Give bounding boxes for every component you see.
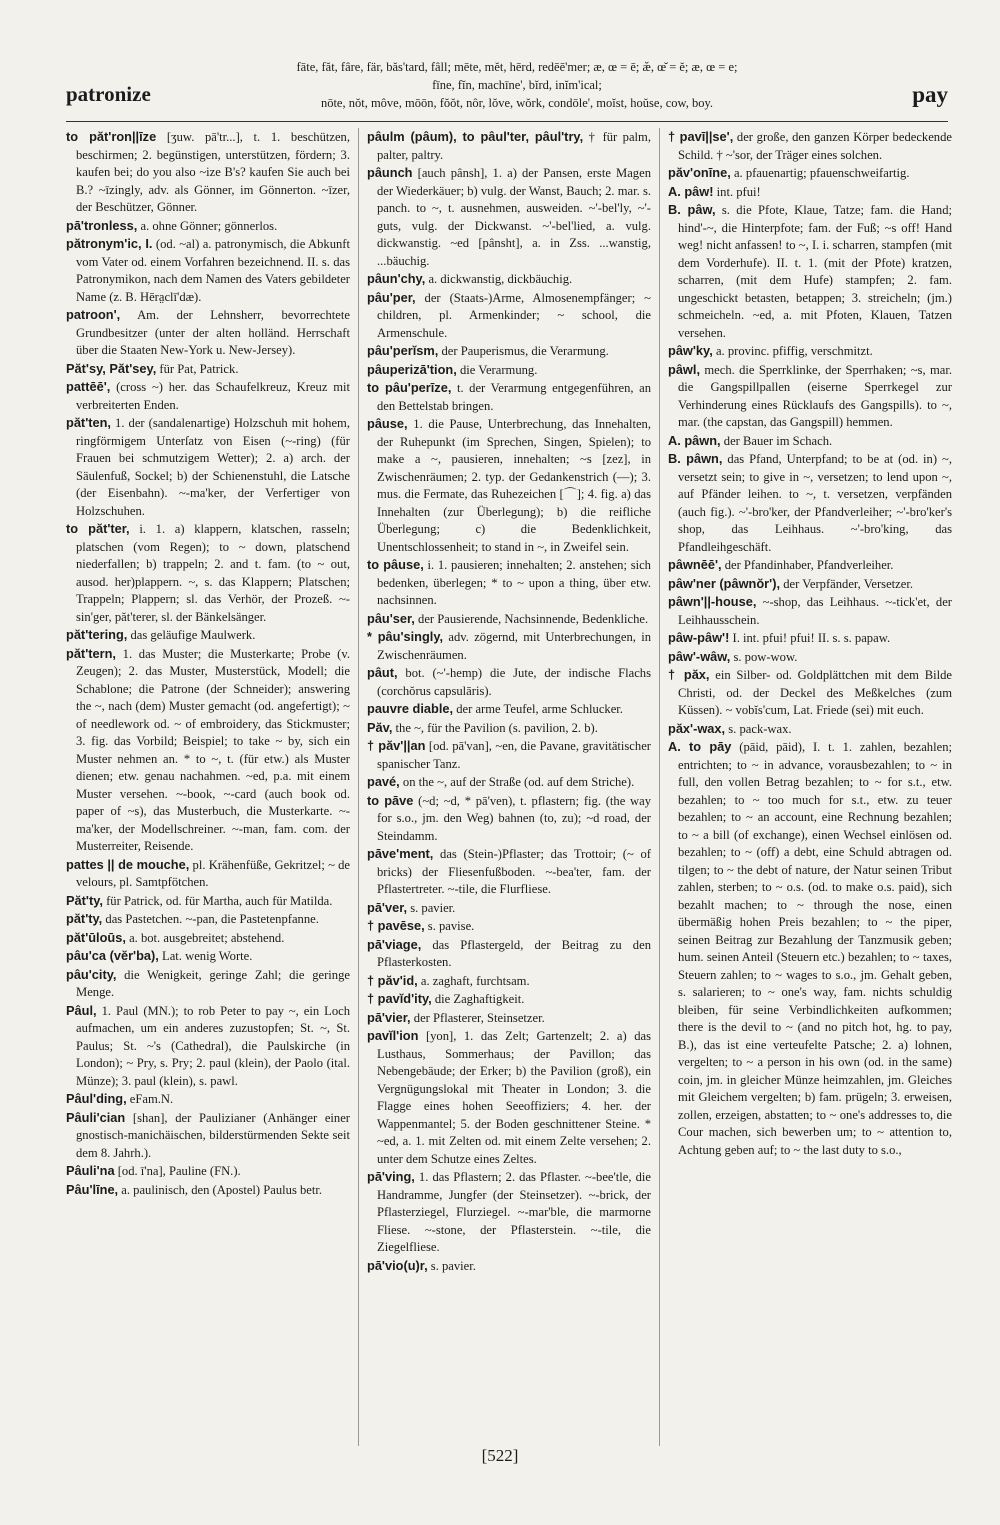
dictionary-entry	[668, 164, 952, 183]
dictionary-entry	[668, 720, 952, 739]
entry-headword: pâuse,	[367, 416, 408, 431]
left-guide-word: patronize	[66, 82, 151, 106]
entry-definition: t. der Verarmung entgegenführen, an den Bettelstab bringen.	[377, 381, 652, 413]
entry-headword: to păt'ron||īze	[66, 129, 157, 144]
entry-definition: s. die Pfote, Klaue, Tatze; fam. die Hand; hind'-~, die Hinterpfote; fam. der Fuß; ~s off! Hand weg! nicht anfassen! to ~, I. i. scharren, stampfen (mit dem Vorderhufe). II. t. 1. (mit der Pfote) kratzen, scharren, (mit dem Hufe) stampfen; 2. fam. ungeschickt betasten, betappen; 3. streicheln; (jm.) schmeicheln. ~ed, a. mit Pfoten, Klauen, Tatzen versehen.	[678, 203, 952, 340]
entry-definition: (pāid, pāid), I. t. 1. zahlen, bezahlen; entrichten; to ~ in advance, vorausbezahlen; to ~ in full, den vollen Betrag bezahlen; to ~ for s.t., etw. bezahlen; to ~ too much for s.t., etw. zu teuer bezahlen; to ~ an account, eine Rechnung bezahlen; to ~ a bill (of exchange), einen Wechsel einlösen od. bezahlen; to ~ (off) a debt, eine Schuld abtragen od. tilgen; to ~ the debt of nature, der Natur seinen Tribut zahlen, sterben; to ~ o.s. (od. to make o.s. paid), sich bezahlt machen; to ~ through the nose, einen übermäßig hohen Preis bezahlen; to ~ the piper, seinen Beitrag zur Bezahlung der Tanzmusik geben; hum. seinen Anteil (Steuern etc.) bezahlen; to ~ taxes, Steuern zahlen; to ~ wages to s.o., jm. Gehalt geben, s. salarieren; to ~ one's way, fam. nichts schuldig bleiben, für seine Verbindlichkeiten aufkommen; there is the devil to ~ (and no pitch hot, hg. to pay, B.), das ist eine verteufelte Patsche; 2. a) lohnen, vergelten; to ~ a person in his own (od. in the same) coin, jm. in gleicher Münze heimzahlen, jm. Gleiches mit Gleichem vergelten; b) fam. prügeln; 3. erweisen, zollen, erzeigen, abstatten; to ~ one's addresses to, die Cour machen, sich bewerben um; to ~ attention to, Achtung geben auf; to ~ the last duty to s.o.,	[678, 740, 952, 1157]
entry-headword: pâw-pâw'!	[668, 630, 730, 645]
dictionary-entry	[367, 737, 651, 773]
dictionary-entry	[668, 575, 952, 594]
entry-definition: s. pavise.	[427, 919, 475, 933]
dictionary-entry	[66, 645, 350, 856]
pronunciation-key-line: fīne, fĭn, machīne', bĭrd, inĭm'ical;	[432, 78, 602, 92]
column-1	[66, 128, 350, 1446]
entry-headword: pătronym'ic, I.	[66, 236, 153, 251]
dictionary-entry	[66, 360, 350, 379]
entry-definition: das geläufige Maulwerk.	[130, 628, 256, 642]
entry-headword: Pâul,	[66, 1002, 97, 1018]
entry-headword: pâwn'||-house,	[668, 594, 757, 609]
dictionary-entry	[66, 378, 350, 414]
dictionary-entry	[367, 1009, 651, 1028]
entry-definition: bot. (~'-hemp) die Jute, der indische Flachs (corchŏrus capsulāris).	[377, 666, 651, 698]
entry-definition: a. zaghaft, furchtsam.	[420, 973, 530, 988]
dictionary-entry	[66, 1162, 350, 1181]
entry-headword: Pâuli'cian	[66, 1109, 126, 1125]
entry-headword: pâut,	[367, 665, 398, 680]
dictionary-entry	[367, 899, 651, 918]
right-guide-word: pay	[912, 82, 948, 107]
page-header	[66, 52, 948, 122]
entry-headword: pauvre diable,	[367, 701, 454, 716]
dictionary-entry	[367, 342, 651, 361]
entry-headword: pâunch	[367, 165, 413, 180]
entry-definition: [od. pā'van], ~en, die Pavane, gravitätischer spanischer Tanz.	[377, 739, 651, 771]
entry-definition: on the ~, auf der Straße (od. auf dem Striche).	[402, 775, 635, 789]
dictionary-entry	[367, 270, 651, 289]
entry-headword: B. pâwn,	[668, 451, 723, 466]
dictionary-entry	[367, 1257, 651, 1276]
entry-headword: păt'ten,	[66, 415, 111, 430]
dictionary-entry	[668, 201, 952, 342]
entry-headword: pâwl,	[668, 361, 700, 377]
dictionary-entry	[66, 520, 350, 626]
dictionary-entry	[367, 700, 651, 719]
dictionary-entry	[66, 217, 350, 236]
entry-definition: der Pausierende, Nachsinnende, Bedenkliche.	[418, 611, 649, 626]
entry-definition: der große, den ganzen Körper bedeckende Schild. † ~'sor, der Träger eines solchen.	[678, 130, 952, 162]
entry-definition: mech. die Sperrklinke, der Sperrhaken; ~s, mar. die Gangspillpallen (eiserne Sperrkegel zur Verhinderung eines Rücklaufs des Gangspills). to ~, mar. (the capstan, das Gangspill) hemmen.	[678, 362, 952, 429]
entry-headword: Păv,	[367, 719, 393, 735]
entry-headword: † pavēse,	[367, 918, 425, 933]
dictionary-entry	[668, 738, 952, 1159]
entry-headword: păt'tering,	[66, 627, 128, 642]
dictionary-entry	[66, 235, 350, 306]
entry-definition: das Pastetchen. ~-pan, die Pastetenpfanne.	[105, 912, 319, 926]
dictionary-entry	[66, 1090, 350, 1109]
dictionary-entry	[668, 432, 952, 451]
dictionary-entry	[66, 414, 350, 520]
entry-definition: a. bot. ausgebreitet; abstehend.	[129, 930, 285, 945]
dictionary-entry	[66, 947, 350, 966]
entry-headword: † păv'||an	[367, 738, 426, 753]
entry-definition: für Patrick, od. für Martha, auch für Matilda.	[106, 893, 333, 908]
entry-definition: (od. ~al) a. patronymisch, die Abkunft vom Vater od. einem Vorfahren bezeichnend. II. s. das Patronymikon, nach dem Namen des Vaters gebildeter Name (z. B. Hēra̤clī'dæ).	[76, 237, 350, 304]
entry-definition: [ʒuw. pā'tr...], t. 1. beschützen, beschirmen; 2. begünstigen, unterstützen, fördern; 3. kaufen bei; do you also ~ize B's? kaufen Sie auch bei B.? ~īzingly, adv. als Gönner, im Gönnerton. ~īzer, der Beschützer, Gönner.	[76, 130, 350, 214]
dictionary-entry	[668, 342, 952, 361]
entry-headword: Păt'ty,	[66, 892, 103, 908]
entry-definition: (cross ~) her. das Schaufelkreuz, Kreuz mit verbreiterten Enden.	[76, 380, 350, 412]
entry-headword: pâu'city,	[66, 966, 117, 982]
entry-definition: a. dickwanstig, dickbäuchig.	[428, 272, 573, 286]
entry-definition: die Zaghaftigkeit.	[434, 992, 525, 1006]
dictionary-entry	[367, 1027, 651, 1168]
entry-definition: der (Staats-)Arme, Almosenempfänger; ~ children, pl. Armenkinder; ~ school, die Armenschule.	[377, 290, 651, 340]
entry-headword: Pâuli'na	[66, 1163, 115, 1178]
entry-headword: păt'tern,	[66, 645, 116, 661]
dictionary-entry	[367, 936, 651, 972]
entry-definition: [auch pânsh], 1. a) der Pansen, erste Magen der Wiederkäuer; b) vulg. der Wanst, Bauch; 2. mar. s. panch. to ~, t. ausnehmen, ausweiden. ~'-bel'ly, ~'-guts, vulg. der Dickwanst. ~'-bel'lied, a. vulg. dickwanstig. ~ed [pânsht], a. in Zss. ...wanstig, ...bäuchig.	[377, 166, 651, 268]
entry-headword: pâu'ser,	[367, 610, 415, 626]
entry-headword: pâulm (pâum), to pâul'ter, pâul'try,	[367, 129, 584, 144]
dictionary-entry	[367, 1168, 651, 1257]
entry-definition: s. pavier.	[410, 900, 456, 915]
entry-definition: (~d; ~d, * pā'ven), t. pflastern; fig. (the way for s.o., jm. den Weg) bahnen (to, zu); ~d road, der Steindamm.	[377, 793, 652, 843]
entry-definition: the ~, für the Pavilion (s. pavilion, 2. b).	[395, 720, 598, 735]
entry-headword: pattes || de mouche,	[66, 856, 190, 872]
dictionary-entry	[367, 610, 651, 629]
entry-definition: eFam.N.	[129, 1092, 174, 1106]
pronunciation-key-line: fāte, făt, fâre, fär, băs'tard, fâll; mēte, mĕt, hērd, redēē'mer; æ, œ = ē; æ̆, œ̆ = ĕ; æ, œ = e;	[296, 60, 738, 74]
dictionary-columns	[66, 128, 952, 1446]
entry-headword: † păv'id,	[367, 972, 418, 988]
entry-headword: B. pâw,	[668, 202, 716, 217]
entry-definition: der Verpfänder, Versetzer.	[783, 576, 913, 591]
dictionary-entry	[66, 1181, 350, 1200]
dictionary-entry	[367, 972, 651, 991]
entry-headword: to pâu'perīze,	[367, 380, 452, 395]
column-2	[358, 128, 660, 1446]
header-rule	[66, 121, 948, 122]
entry-definition: a. paulinisch, den (Apostel) Paulus betr.	[121, 1182, 323, 1197]
entry-headword: patroon',	[66, 307, 121, 322]
entry-headword: A. pâw!	[668, 183, 714, 199]
entry-definition: s. pack-wax.	[728, 721, 792, 736]
entry-headword: pattēē',	[66, 379, 111, 394]
dictionary-entry	[66, 892, 350, 911]
entry-definition: das Pflastergeld, der Beitrag zu den Pflasterkosten.	[377, 937, 651, 969]
entry-definition: s. pow-wow.	[733, 649, 798, 664]
entry-headword: Pâul'ding,	[66, 1091, 127, 1106]
dictionary-entry	[367, 719, 651, 738]
dictionary-entry	[66, 966, 350, 1002]
dictionary-entry	[66, 626, 350, 645]
dictionary-entry	[367, 628, 651, 664]
entry-definition: pl. Krähenfüße, Gekritzel; ~ de velours, pl. Samtpfötchen.	[76, 857, 350, 889]
dictionary-entry	[668, 629, 952, 648]
entry-definition: s. pavier.	[430, 1258, 476, 1273]
entry-headword: pā'vier,	[367, 1009, 411, 1025]
entry-headword: pâw'-wâw,	[668, 648, 731, 664]
dictionary-entry	[668, 648, 952, 667]
entry-headword: to pāve	[367, 792, 414, 808]
dictionary-entry	[367, 128, 651, 164]
entry-definition: i. 1. pausieren; innehalten; 2. anstehen; sich bedenken, überlegen; * to ~ upon a thing, über etw. nachsinnen.	[377, 558, 651, 607]
entry-definition: [od. ī'na], Pauline (FN.).	[117, 1164, 241, 1178]
entry-headword: A. to pāy	[668, 739, 732, 754]
entry-headword: păt'ūloūs,	[66, 929, 126, 945]
entry-headword: to pâuse,	[367, 557, 424, 572]
entry-definition: das (Stein-)Pflaster; das Trottoir; (~ of bricks) der Fliesenfußboden. ~-bea'ter, fam. der Pflastertreter. ~-tile, die Flurfliese.	[377, 847, 651, 896]
entry-headword: † pavĭd'ity,	[367, 991, 432, 1006]
dictionary-entry	[66, 1002, 350, 1091]
entry-headword: * pâu'singly,	[367, 629, 444, 644]
entry-headword: to păt'ter,	[66, 521, 130, 536]
entry-headword: pâun'chy,	[367, 271, 426, 286]
dictionary-entry	[668, 556, 952, 575]
dictionary-entry	[66, 128, 350, 217]
dictionary-entry	[367, 415, 651, 556]
entry-definition: a. ohne Gönner; gönnerlos.	[140, 218, 278, 233]
entry-definition: 1. der (sandalenartige) Holzschuh mit hohem, ringförmigem Unterſatz von Eisen (~-ring) (für Frauen bei schmutzigem Wetter); 2. a) arch. der Säulenfuß, Sockel; b) der Schienenstuhl, die Latsche (der Eisenbahn). ~-ma'ker, der Verfertiger von Holzschuhen.	[76, 416, 350, 518]
pronunciation-key	[226, 58, 808, 112]
dictionary-entry	[668, 450, 952, 556]
entry-headword: Păt'sy, Păt'sey,	[66, 360, 157, 376]
entry-definition: der Pflasterer, Steinsetzer.	[413, 1010, 545, 1025]
entry-definition: der Bauer im Schach.	[723, 433, 833, 448]
entry-definition: das Pfand, Unterpfand; to be at (od. in) ~, versetzt sein; to give in ~, versetzen; to lend upon ~, auf Pfänder leihen. to ~, t. versetzen, verpfänden (auch fig.). ~'-bro'ker, der Pfandverleiher; ~'-bro'ker's shop, das Leihhaus. ~'-bro'king, das Pfandleihgeschäft.	[678, 452, 952, 554]
dictionary-entry	[367, 917, 651, 936]
entry-headword: pā'viage,	[367, 936, 422, 952]
dictionary-entry	[668, 593, 952, 629]
entry-definition: [yon], 1. das Zelt; Gartenzelt; 2. a) das Lusthaus, Sommerhaus; der Pavillon; das Nebengebäude; der Erker; b) the Pavilion (groß), ein Vergnügungslokal mit Theater in London; 3. die Flagge eines hohen Seeoffiziers; 4. her. der Wappenmantel; 5. der Boden geschnittener Steine. * ~ed, a. 1. mit Zelten od. mit einem Zelte versehen; 2. unter dem Schutze eines Zeltes.	[377, 1029, 651, 1166]
column-3	[668, 128, 952, 1446]
entry-headword: pâuperizā'tion,	[367, 361, 457, 377]
dictionary-entry	[668, 128, 952, 164]
entry-headword: pāve'ment,	[367, 846, 434, 861]
dictionary-entry	[367, 792, 651, 846]
page-number: [522]	[481, 1446, 519, 1465]
entry-definition: der Pauperismus, die Verarmung.	[441, 344, 609, 358]
entry-definition: a. pfauenartig; pfauenschweifartig.	[733, 166, 910, 180]
dictionary-entry	[367, 664, 651, 700]
entry-definition: int. pfui!	[716, 184, 761, 199]
dictionary-entry	[367, 845, 651, 899]
entry-headword: A. pâwn,	[668, 432, 721, 448]
entry-headword: păx'-wax,	[668, 720, 726, 736]
dictionary-entry	[66, 1109, 350, 1163]
entry-headword: pâwnēē',	[668, 557, 722, 572]
entry-headword: Pâu'līne,	[66, 1181, 119, 1197]
dictionary-entry	[66, 306, 350, 360]
entry-headword: pavĭl'ion	[367, 1028, 419, 1043]
entry-definition: a. provinc. pfiffig, verschmitzt.	[715, 344, 873, 358]
entry-headword: pā'ver,	[367, 899, 408, 915]
entry-headword: pâu'per,	[367, 289, 416, 305]
dictionary-entry	[66, 856, 350, 892]
entry-definition: I. int. pfui! pfui! II. s. s. papaw.	[732, 631, 891, 645]
entry-headword: pā'tronless,	[66, 217, 138, 233]
entry-headword: † păx,	[668, 667, 710, 682]
dictionary-entry	[367, 361, 651, 380]
entry-definition: die Wenigkeit, geringe Zahl; die geringe Menge.	[76, 967, 350, 999]
entry-headword: pâu'perĭsm,	[367, 343, 439, 358]
dictionary-entry	[367, 379, 651, 415]
entry-headword: pā'vio(u)r,	[367, 1257, 428, 1273]
entry-headword: † pavī||se',	[668, 129, 734, 144]
entry-headword: păt'ty,	[66, 911, 103, 926]
entry-definition: für Pat, Patrick.	[159, 361, 239, 376]
dictionary-entry	[367, 289, 651, 343]
entry-headword: pavé,	[367, 774, 400, 789]
dictionary-entry	[367, 773, 651, 792]
entry-definition: 1. Paul (MN.); to rob Peter to pay ~, ein Loch aufmachen, um ein anderes zuzustopfen; St. ~, St. Paulus; St. ~'s (Cathedral), die Paulskirche (in London); ~ Pry, s. Pry; 2. paul (klein), der Paolo (ital. Münze); 3. paul (klein), s. pawl.	[76, 1003, 350, 1088]
entry-definition: ein Silber- od. Goldplättchen mit dem Bilde Christi, od. der Deckel des Meßkelches (zum Küssen). ~ vobĭs'cum, Lat. Friede (sei) mit euch.	[678, 668, 952, 717]
entry-definition: 1. das Muster; die Musterkarte; Probe (v. Zeugen); 2. das Muster, Musterstück, Modell; die Schablone; die Patrone (der Schneider); answering the ~, nach (dem) Muster gemacht (od. angefertigt); ~ of needlework od. ~ of embroidery, das Stickmuster; 3. fig. das Vorbild; Beispiel; to take ~ by, sich ein Muster nehmen an. * to ~, t. (für etw.) als Muster dienen; etw. genau nachahmen. ~ed, p.a. mit einem Muster versehen. ~-book, ~-card (auch book od. paper of ~s), das Musterbuch, die Musterkarte. ~-ma'ker, der Modellschreiner. ~-man, fam. com. der Musterreiter, Reisende.	[76, 646, 350, 853]
dictionary-entry	[367, 990, 651, 1009]
entry-headword: pâu'ca (vĕr'ba),	[66, 948, 159, 963]
dictionary-entry	[367, 556, 651, 610]
entry-definition: † für palm, palter, paltry.	[377, 130, 652, 162]
entry-definition: i. 1. a) klappern, klatschen, rasseln; platschen (vom Regen); to ~ down, platschend niederfallen; b) trappeln; 2. and t. fam. (to ~ out, ausod. her)plappern. ~, s. das Klappern; Platschen; Trappeln; Plappern; sl. das Verhör, der Prozeß. ~-sin'ger, păt'terer, sl. der Bänkelsänger.	[76, 522, 350, 624]
entry-definition: Am. der Lehnsherr, bevorrechtete Grundbesitzer (unter der alten holländ. Herrschaft über die Staaten New-York u. New-Jersey).	[76, 308, 350, 357]
entry-headword: pâw'ky,	[668, 343, 713, 358]
entry-definition: 1. das Pflastern; 2. das Pflaster. ~-bee'tle, die Handramme, Jungfer (der Steinsetzer). ~-brick, der Pflasterziegel, Flurziegel. ~-mar'ble, die marmorne Fliese. ~-stone, der Pflasterstein. ~-tile, die Ziegelfliese.	[377, 1170, 651, 1254]
entry-definition: adv. zögernd, mit Unterbrechungen, in Zwischenräumen.	[377, 630, 651, 662]
entry-definition: der arme Teufel, arme Schlucker.	[456, 702, 623, 716]
dictionary-entry	[66, 929, 350, 948]
dictionary-entry	[668, 666, 952, 720]
entry-definition: 1. die Pause, Unterbrechung, das Innehalten, der Ruhepunkt (im Sprechen, Singen, Spielen); to make a ~, pausieren, innehalten; ~s [zez], in Zwischenräumen; 2. typ. der Gedankenstrich (—); 3. mus. die Fermate, das Ruhezeichen [⌒]; 4. fig. a) das Innehalten (zur Überlegung); b) die reifliche Überlegung; c) die Bedenklichkeit, Unentschlossenheit; to stand in ~, in Zweifel sein.	[377, 417, 651, 554]
dictionary-entry	[367, 164, 651, 270]
dictionary-entry	[668, 183, 952, 202]
entry-definition: die Verarmung.	[459, 362, 538, 377]
entry-headword: pâw'ner (pâwnŏr'),	[668, 575, 781, 591]
entry-definition: [shan], der Paulizianer (Anhänger einer gnostisch-manichäischen, bilderstürmenden Sekte seit dem 8. Jahrh.).	[76, 1110, 350, 1160]
entry-definition: Lat. wenig Worte.	[162, 949, 253, 963]
entry-definition: der Pfandinhaber, Pfandverleiher.	[724, 558, 894, 572]
pronunciation-key-line: nōte, nŏt, môve, mōōn, fŏŏt, nôr, lŏve, wŏrk, condōle', moĭst, hoŭse, cow, boy.	[320, 96, 714, 110]
dictionary-entry	[668, 361, 952, 432]
dictionary-entry	[66, 910, 350, 929]
entry-headword: pā'ving,	[367, 1169, 415, 1184]
entry-definition: ~-shop, das Leihhaus. ~-tick'et, der Leihhausschein.	[678, 595, 952, 627]
entry-headword: păv'onīne,	[668, 165, 731, 180]
